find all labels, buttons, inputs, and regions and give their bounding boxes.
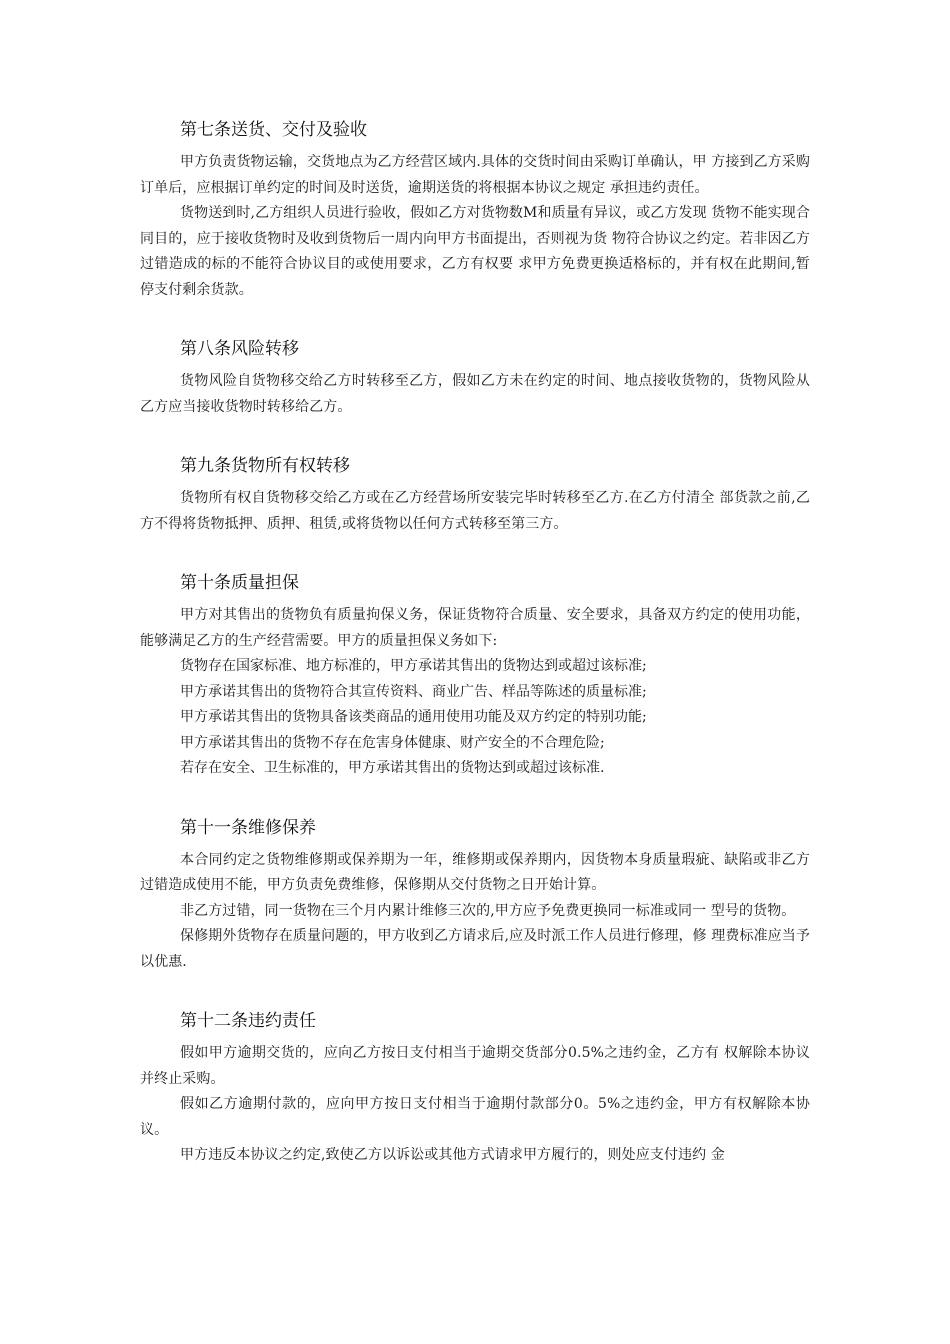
paragraph: 假如乙方逾期付款的，应向甲方按日支付相当于逾期付款部分0。5%之违约金，甲方有权解除本协议。 [140,1096,810,1138]
paragraph: 非乙方过错，同一货物在三个月内累计维修三次的,甲方应予免费更换同一标准或同一 型号的货物。 [180,902,796,919]
section-heading: 第七条送货、交付及验收 [180,120,367,140]
paragraph: 甲方违反本协议之约定,致使乙方以诉讼或其他方式请求甲方履行的，则处应支付违约 金 [180,1147,725,1163]
paragraph: 保修期外货物存在质量问题的，甲方收到乙方请求后,应及时派工作人员进行修理，修 理费标准应当予以优惠. [140,928,810,970]
section-heading: 第八条风险转移 [180,339,299,359]
list-item: 甲方承诺其售出的货物不存在危害身体健康、财产安全的不合理危险; [180,734,605,751]
section-8 [140,337,810,420]
list-item: 货物存在国家标准、地方标准的，甲方承诺其售出的货物达到或超过该标准; [180,658,647,674]
paragraph: 甲方对其售出的货物负有质量拘保义务，保证货物符合质量、安全要求，具备双方约定的使用功能，能够满足乙方的生产经营需要。甲方的质量担保义务如下: [140,607,810,649]
list-item: 甲方承诺其售出的货物符合其宣传资料、商业广告、样品等陈述的质量标准; [180,683,647,700]
paragraph: 货物所有权自货物移交给乙方或在乙方经营场所安装完毕时转移至乙方.在乙方付清全 部货款之前,乙方不得将货物抵押、质押、租赁,或将货物以任何方式转移至第三方。 [140,490,810,532]
paragraph: 假如甲方逾期交货的，应向乙方按日支付相当于逾期交货部分0.5%之违约金，乙方有 权解除本协议并终止采购。 [140,1045,810,1087]
document-page [140,118,810,1203]
section-heading: 第十二条违约责任 [180,1011,316,1031]
paragraph: 本合同约定之货物维修期或保养期为一年，维修期或保养期内，因货物本身质量瑕疵、缺陷或非乙方过错造成使用不能，甲方负责免费维修，保修期从交付货物之日开始计算。 [140,851,810,893]
paragraph: 货物风险自货物移交给乙方时转移至乙方，假如乙方未在约定的时间、地点接收货物的，货物风险从乙方应当接收货物时转移给乙方。 [140,373,810,415]
section-7 [140,118,810,303]
paragraph: 甲方负责货物运输，交货地点为乙方经营区域内.具体的交货时间由采购订单确认，甲 方接到乙方采购订单后，应根据订单约定的时间及时送货，逾期送货的将根据本协议之规定 承担违约责任。 [140,154,810,196]
section-heading: 第九条货物所有权转移 [180,456,350,476]
section-heading: 第十条质量担保 [180,573,299,593]
paragraph: 货物送到时,乙方组织人员进行验收，假如乙方对货物数M和质量有异议，或乙方发现 货物不能实现合同目的，应于接收货物时及收到货物后一周内向甲方书面提出，否则视为货 物符合协议之约定。若非因乙方过错造成的标的不能符合协议目的或使用要求，乙方有权要 求甲方免费更换适格标的，并有权在此期间,暂停支付剩余货款。 [140,205,810,298]
list-item: 若存在安全、卫生标准的，甲方承诺其售出的货物达到或超过该标准. [180,760,605,776]
list-item: 甲方承诺其售出的货物具备该类商品的通用使用功能及双方约定的特别功能; [180,709,647,725]
section-11 [140,816,810,976]
section-heading: 第十一条维修保养 [180,817,316,838]
section-12 [140,1009,810,1169]
section-10 [140,571,810,782]
section-9 [140,454,810,537]
